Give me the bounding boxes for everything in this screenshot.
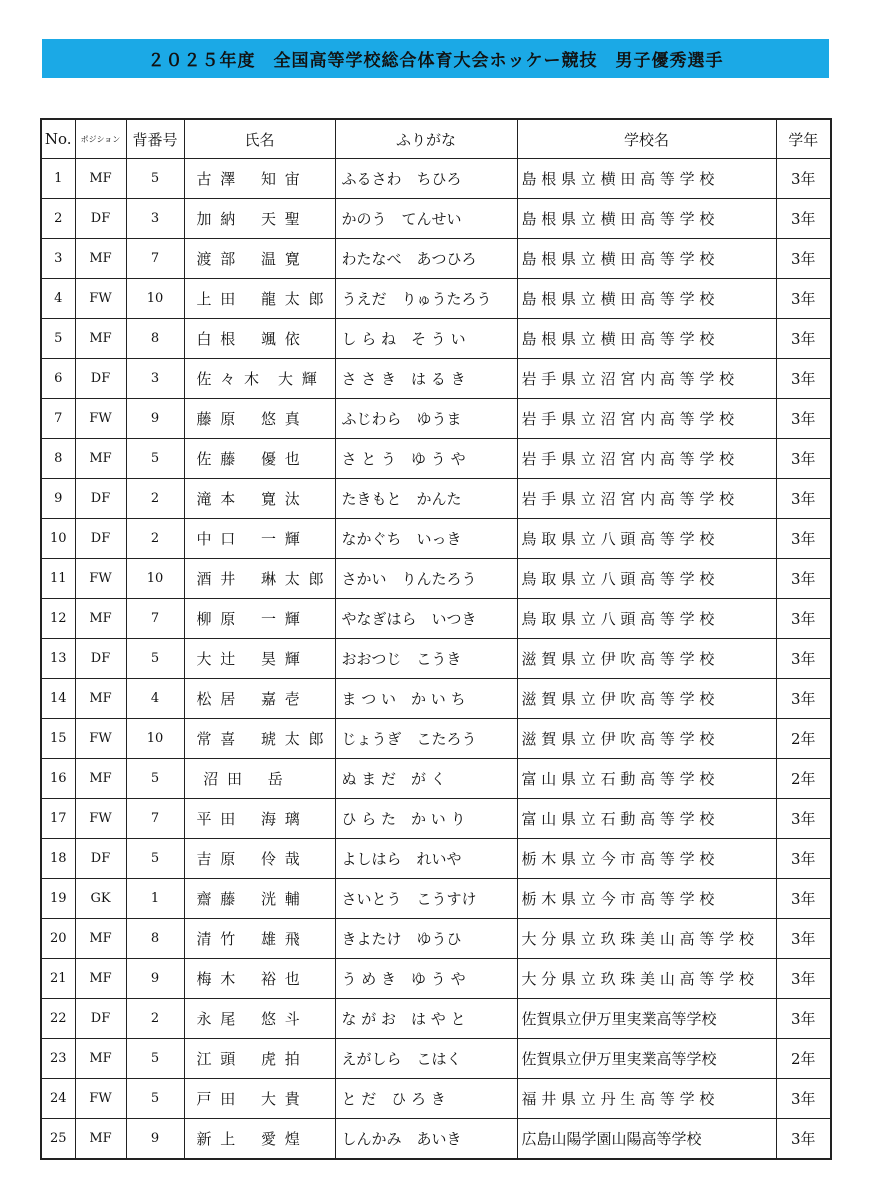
table-row bbox=[41, 479, 831, 519]
table-row bbox=[41, 719, 831, 759]
cell-grade: 3年 bbox=[776, 919, 831, 959]
table-row bbox=[41, 239, 831, 279]
cell-name: 松 居 嘉 壱 bbox=[184, 679, 335, 719]
cell-grade: 3年 bbox=[776, 399, 831, 439]
table-row bbox=[41, 919, 831, 959]
table-row bbox=[41, 159, 831, 199]
cell-kana: ふじわら ゆうま bbox=[335, 399, 517, 439]
cell-no: 15 bbox=[41, 719, 75, 759]
players-table bbox=[40, 118, 832, 1160]
cell-position: MF bbox=[75, 1119, 126, 1160]
table-row bbox=[41, 439, 831, 479]
cell-position: FW bbox=[75, 279, 126, 319]
cell-no: 19 bbox=[41, 879, 75, 919]
cell-position: MF bbox=[75, 679, 126, 719]
cell-school: 福 井 県 立 丹 生 高 等 学 校 bbox=[517, 1079, 776, 1119]
cell-kana: よしはら れいや bbox=[335, 839, 517, 879]
cell-name: 清 竹 雄 飛 bbox=[184, 919, 335, 959]
cell-name: 藤 原 悠 真 bbox=[184, 399, 335, 439]
cell-school: 岩 手 県 立 沼 宮 内 高 等 学 校 bbox=[517, 359, 776, 399]
cell-no: 8 bbox=[41, 439, 75, 479]
cell-kana: かのう てんせい bbox=[335, 199, 517, 239]
cell-no: 9 bbox=[41, 479, 75, 519]
cell-kana: たきもと かんた bbox=[335, 479, 517, 519]
cell-grade: 3年 bbox=[776, 1079, 831, 1119]
cell-jersey: 4 bbox=[126, 679, 184, 719]
cell-position: FW bbox=[75, 799, 126, 839]
cell-name: 滝 本 寛 汰 bbox=[184, 479, 335, 519]
cell-no: 3 bbox=[41, 239, 75, 279]
cell-no: 14 bbox=[41, 679, 75, 719]
cell-jersey: 8 bbox=[126, 919, 184, 959]
cell-position: GK bbox=[75, 879, 126, 919]
cell-position: MF bbox=[75, 1039, 126, 1079]
table-row bbox=[41, 559, 831, 599]
cell-kana: と だ ひ ろ き bbox=[335, 1079, 517, 1119]
header-row bbox=[41, 119, 831, 159]
cell-name: 柳 原 一 輝 bbox=[184, 599, 335, 639]
table-row bbox=[41, 839, 831, 879]
cell-name: 佐 々 木 大 輝 bbox=[184, 359, 335, 399]
cell-grade: 3年 bbox=[776, 959, 831, 999]
cell-school: 富 山 県 立 石 動 高 等 学 校 bbox=[517, 799, 776, 839]
cell-position: DF bbox=[75, 479, 126, 519]
cell-jersey: 5 bbox=[126, 1039, 184, 1079]
cell-jersey: 2 bbox=[126, 479, 184, 519]
cell-no: 7 bbox=[41, 399, 75, 439]
cell-jersey: 9 bbox=[126, 399, 184, 439]
header-school: 学校名 bbox=[517, 119, 776, 159]
table-row bbox=[41, 1119, 831, 1160]
header-no: No. bbox=[41, 119, 75, 159]
cell-position: FW bbox=[75, 719, 126, 759]
cell-no: 4 bbox=[41, 279, 75, 319]
cell-grade: 3年 bbox=[776, 439, 831, 479]
cell-position: FW bbox=[75, 399, 126, 439]
cell-grade: 3年 bbox=[776, 559, 831, 599]
cell-name: 佐 藤 優 也 bbox=[184, 439, 335, 479]
cell-jersey: 3 bbox=[126, 199, 184, 239]
cell-position: MF bbox=[75, 239, 126, 279]
cell-no: 11 bbox=[41, 559, 75, 599]
cell-no: 17 bbox=[41, 799, 75, 839]
cell-no: 20 bbox=[41, 919, 75, 959]
cell-grade: 3年 bbox=[776, 1119, 831, 1160]
cell-no: 6 bbox=[41, 359, 75, 399]
cell-grade: 3年 bbox=[776, 799, 831, 839]
cell-grade: 2年 bbox=[776, 719, 831, 759]
cell-school: 広島山陽学園山陽高等学校 bbox=[517, 1119, 776, 1160]
cell-kana: し ら ね そ う い bbox=[335, 319, 517, 359]
cell-name: 戸 田 大 貴 bbox=[184, 1079, 335, 1119]
table-row bbox=[41, 999, 831, 1039]
table-row bbox=[41, 399, 831, 439]
cell-kana: きよたけ ゆうひ bbox=[335, 919, 517, 959]
cell-name: 白 根 颯 依 bbox=[184, 319, 335, 359]
cell-position: MF bbox=[75, 599, 126, 639]
cell-grade: 3年 bbox=[776, 359, 831, 399]
cell-no: 16 bbox=[41, 759, 75, 799]
cell-name: 酒 井 琳 太 郎 bbox=[184, 559, 335, 599]
cell-kana: わたなべ あつひろ bbox=[335, 239, 517, 279]
table-row bbox=[41, 279, 831, 319]
table-row bbox=[41, 319, 831, 359]
table-row bbox=[41, 599, 831, 639]
cell-name: 梅 木 裕 也 bbox=[184, 959, 335, 999]
cell-school: 鳥 取 県 立 八 頭 高 等 学 校 bbox=[517, 599, 776, 639]
cell-kana: ひ ら た か い り bbox=[335, 799, 517, 839]
cell-kana: えがしら こはく bbox=[335, 1039, 517, 1079]
cell-no: 12 bbox=[41, 599, 75, 639]
cell-school: 佐賀県立伊万里実業高等学校 bbox=[517, 999, 776, 1039]
header-kana: ふりがな bbox=[335, 119, 517, 159]
cell-school: 島 根 県 立 横 田 高 等 学 校 bbox=[517, 159, 776, 199]
cell-position: DF bbox=[75, 639, 126, 679]
header-jersey: 背番号 bbox=[126, 119, 184, 159]
cell-school: 鳥 取 県 立 八 頭 高 等 学 校 bbox=[517, 519, 776, 559]
cell-jersey: 7 bbox=[126, 599, 184, 639]
table-row bbox=[41, 799, 831, 839]
cell-kana: さ さ き は る き bbox=[335, 359, 517, 399]
cell-kana: な が お は や と bbox=[335, 999, 517, 1039]
cell-school: 滋 賀 県 立 伊 吹 高 等 学 校 bbox=[517, 719, 776, 759]
cell-position: DF bbox=[75, 999, 126, 1039]
cell-no: 1 bbox=[41, 159, 75, 199]
cell-no: 24 bbox=[41, 1079, 75, 1119]
cell-position: MF bbox=[75, 759, 126, 799]
cell-school: 島 根 県 立 横 田 高 等 学 校 bbox=[517, 279, 776, 319]
table-row bbox=[41, 1079, 831, 1119]
cell-grade: 3年 bbox=[776, 879, 831, 919]
cell-name: 江 頭 虎 拍 bbox=[184, 1039, 335, 1079]
cell-kana: さ と う ゆ う や bbox=[335, 439, 517, 479]
cell-grade: 3年 bbox=[776, 199, 831, 239]
cell-kana: ぬ ま だ が く bbox=[335, 759, 517, 799]
cell-position: DF bbox=[75, 199, 126, 239]
cell-school: 大 分 県 立 玖 珠 美 山 高 等 学 校 bbox=[517, 919, 776, 959]
cell-position: MF bbox=[75, 159, 126, 199]
cell-kana: ま つ い か い ち bbox=[335, 679, 517, 719]
title-bar bbox=[42, 39, 829, 78]
cell-school: 栃 木 県 立 今 市 高 等 学 校 bbox=[517, 839, 776, 879]
cell-kana: さいとう こうすけ bbox=[335, 879, 517, 919]
cell-jersey: 5 bbox=[126, 839, 184, 879]
page-title: ２０２５年度 全国高等学校総合体育大会ホッケー競技 男子優秀選手 bbox=[147, 51, 724, 71]
cell-name: 平 田 海 璃 bbox=[184, 799, 335, 839]
cell-no: 5 bbox=[41, 319, 75, 359]
cell-no: 2 bbox=[41, 199, 75, 239]
cell-no: 25 bbox=[41, 1119, 75, 1160]
cell-school: 鳥 取 県 立 八 頭 高 等 学 校 bbox=[517, 559, 776, 599]
table-row bbox=[41, 759, 831, 799]
cell-grade: 3年 bbox=[776, 639, 831, 679]
cell-no: 18 bbox=[41, 839, 75, 879]
cell-position: FW bbox=[75, 559, 126, 599]
cell-jersey: 7 bbox=[126, 799, 184, 839]
cell-school: 岩 手 県 立 沼 宮 内 高 等 学 校 bbox=[517, 399, 776, 439]
cell-grade: 3年 bbox=[776, 679, 831, 719]
cell-jersey: 8 bbox=[126, 319, 184, 359]
cell-kana: ふるさわ ちひろ bbox=[335, 159, 517, 199]
cell-name: 新 上 愛 煌 bbox=[184, 1119, 335, 1160]
cell-jersey: 5 bbox=[126, 439, 184, 479]
cell-school: 大 分 県 立 玖 珠 美 山 高 等 学 校 bbox=[517, 959, 776, 999]
cell-kana: う め き ゆ う や bbox=[335, 959, 517, 999]
cell-school: 島 根 県 立 横 田 高 等 学 校 bbox=[517, 239, 776, 279]
cell-kana: しんかみ あいき bbox=[335, 1119, 517, 1160]
table-row bbox=[41, 879, 831, 919]
cell-position: DF bbox=[75, 519, 126, 559]
cell-name: 加 納 天 聖 bbox=[184, 199, 335, 239]
cell-grade: 3年 bbox=[776, 279, 831, 319]
table-row bbox=[41, 639, 831, 679]
cell-grade: 3年 bbox=[776, 239, 831, 279]
cell-jersey: 5 bbox=[126, 759, 184, 799]
cell-grade: 3年 bbox=[776, 839, 831, 879]
cell-grade: 3年 bbox=[776, 159, 831, 199]
cell-kana: じょうぎ こたろう bbox=[335, 719, 517, 759]
cell-grade: 3年 bbox=[776, 599, 831, 639]
cell-jersey: 9 bbox=[126, 1119, 184, 1160]
cell-name: 沼 田 岳 bbox=[184, 759, 335, 799]
cell-school: 岩 手 県 立 沼 宮 内 高 等 学 校 bbox=[517, 479, 776, 519]
cell-grade: 3年 bbox=[776, 319, 831, 359]
cell-jersey: 3 bbox=[126, 359, 184, 399]
cell-jersey: 2 bbox=[126, 999, 184, 1039]
cell-name: 永 尾 悠 斗 bbox=[184, 999, 335, 1039]
cell-name: 古 澤 知 宙 bbox=[184, 159, 335, 199]
cell-name: 常 喜 琥 太 郎 bbox=[184, 719, 335, 759]
table-row bbox=[41, 359, 831, 399]
table-row bbox=[41, 959, 831, 999]
cell-name: 齋 藤 洸 輔 bbox=[184, 879, 335, 919]
cell-position: DF bbox=[75, 359, 126, 399]
header-position: ポジション bbox=[75, 119, 126, 159]
cell-position: DF bbox=[75, 839, 126, 879]
cell-no: 13 bbox=[41, 639, 75, 679]
cell-no: 21 bbox=[41, 959, 75, 999]
table-row bbox=[41, 679, 831, 719]
cell-grade: 3年 bbox=[776, 519, 831, 559]
cell-no: 10 bbox=[41, 519, 75, 559]
cell-name: 吉 原 伶 哉 bbox=[184, 839, 335, 879]
cell-name: 渡 部 温 寛 bbox=[184, 239, 335, 279]
cell-grade: 2年 bbox=[776, 1039, 831, 1079]
cell-school: 滋 賀 県 立 伊 吹 高 等 学 校 bbox=[517, 679, 776, 719]
table-row bbox=[41, 199, 831, 239]
cell-jersey: 5 bbox=[126, 639, 184, 679]
cell-jersey: 7 bbox=[126, 239, 184, 279]
cell-kana: さかい りんたろう bbox=[335, 559, 517, 599]
cell-name: 中 口 一 輝 bbox=[184, 519, 335, 559]
cell-school: 滋 賀 県 立 伊 吹 高 等 学 校 bbox=[517, 639, 776, 679]
cell-jersey: 5 bbox=[126, 159, 184, 199]
cell-no: 22 bbox=[41, 999, 75, 1039]
cell-no: 23 bbox=[41, 1039, 75, 1079]
cell-jersey: 1 bbox=[126, 879, 184, 919]
cell-school: 佐賀県立伊万里実業高等学校 bbox=[517, 1039, 776, 1079]
cell-kana: やなぎはら いつき bbox=[335, 599, 517, 639]
cell-jersey: 10 bbox=[126, 719, 184, 759]
header-name: 氏名 bbox=[184, 119, 335, 159]
cell-school: 島 根 県 立 横 田 高 等 学 校 bbox=[517, 319, 776, 359]
cell-jersey: 5 bbox=[126, 1079, 184, 1119]
cell-position: MF bbox=[75, 959, 126, 999]
table-row bbox=[41, 1039, 831, 1079]
header-grade: 学年 bbox=[776, 119, 831, 159]
cell-school: 島 根 県 立 横 田 高 等 学 校 bbox=[517, 199, 776, 239]
cell-position: MF bbox=[75, 319, 126, 359]
cell-jersey: 10 bbox=[126, 559, 184, 599]
cell-position: MF bbox=[75, 919, 126, 959]
cell-kana: なかぐち いっき bbox=[335, 519, 517, 559]
cell-name: 大 辻 昊 輝 bbox=[184, 639, 335, 679]
table-row bbox=[41, 519, 831, 559]
cell-grade: 3年 bbox=[776, 479, 831, 519]
cell-kana: おおつじ こうき bbox=[335, 639, 517, 679]
cell-position: FW bbox=[75, 1079, 126, 1119]
cell-school: 岩 手 県 立 沼 宮 内 高 等 学 校 bbox=[517, 439, 776, 479]
cell-kana: うえだ りゅうたろう bbox=[335, 279, 517, 319]
cell-position: MF bbox=[75, 439, 126, 479]
cell-school: 栃 木 県 立 今 市 高 等 学 校 bbox=[517, 879, 776, 919]
cell-school: 富 山 県 立 石 動 高 等 学 校 bbox=[517, 759, 776, 799]
cell-grade: 2年 bbox=[776, 759, 831, 799]
cell-grade: 3年 bbox=[776, 999, 831, 1039]
cell-jersey: 9 bbox=[126, 959, 184, 999]
cell-jersey: 2 bbox=[126, 519, 184, 559]
cell-jersey: 10 bbox=[126, 279, 184, 319]
cell-name: 上 田 龍 太 郎 bbox=[184, 279, 335, 319]
